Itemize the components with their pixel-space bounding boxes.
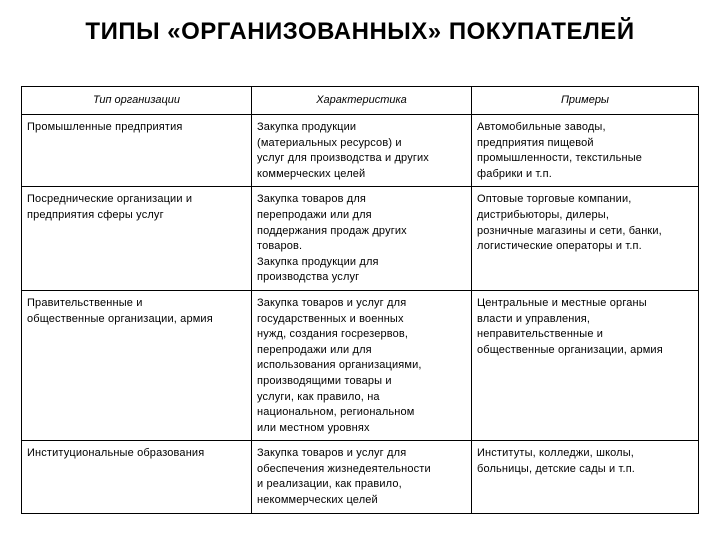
table-row	[22, 187, 699, 291]
examples-cell	[472, 187, 699, 291]
buyer-types-table	[21, 86, 699, 514]
organization-type-cell	[22, 115, 252, 187]
organization-type-text: Промышленные предприятия	[27, 121, 183, 133]
examples-text: Институты, колледжи, школы, больницы, детские сады и т.п.	[477, 447, 636, 475]
examples-text: Центральные и местные органы власти и управления, неправительственные и общественные организации, армия	[477, 296, 663, 356]
examples-cell	[472, 290, 699, 440]
slide-title: ТИПЫ «ОРГАНИЗОВАННЫХ» ПОКУПАТЕЛЕЙ	[85, 18, 635, 45]
characteristic-text: Закупка товаров и услуг для обеспечения жизнедеятельности и реализации, как правило, некоммерческих целей	[257, 447, 431, 507]
characteristic-cell	[252, 290, 472, 440]
characteristic-cell	[252, 187, 472, 291]
examples-cell	[472, 115, 699, 187]
examples-text: Оптовые торговые компании, дистрибьюторы, дилеры, розничные магазины и сети, банки, логистические операторы и т.п.	[477, 193, 662, 253]
characteristic-text: Закупка продукции (материальных ресурсов) и услуг для производства и других коммерческих целей	[257, 121, 429, 180]
table-body	[22, 115, 699, 514]
column-header-examples: Примеры	[472, 87, 699, 115]
table-header	[22, 87, 699, 115]
table-row	[22, 115, 699, 187]
table-row	[22, 290, 699, 440]
characteristic-cell	[252, 441, 472, 513]
buyer-types-table-container	[21, 86, 698, 514]
characteristic-text: Закупка товаров и услуг для государственных и военных нужд, создания госрезервов, перепродажи или для использования организациями, производящими товары и услуги, как правило, на национальном, региональном или местном уровнях	[257, 296, 422, 434]
examples-text: Автомобильные заводы, предприятия пищевой промышленности, текстильные фабрики и т.п.	[477, 121, 643, 180]
examples-cell	[472, 441, 699, 513]
organization-type-cell	[22, 187, 252, 291]
column-header-characteristic: Характеристика	[252, 87, 472, 115]
organization-type-text: Правительственные и общественные организации, армия	[27, 296, 213, 325]
header-row	[22, 87, 699, 115]
characteristic-cell	[252, 115, 472, 187]
organization-type-cell	[22, 290, 252, 440]
characteristic-text: Закупка товаров для перепродажи или для поддержания продаж других товаров. Закупка продукции для производства услуг	[257, 193, 407, 284]
organization-type-text: Институциональные образования	[27, 447, 205, 460]
table-row	[22, 441, 699, 513]
column-header-organization-type: Тип организации	[22, 87, 252, 115]
organization-type-cell	[22, 441, 252, 513]
organization-type-text: Посреднические организации и предприятия сферы услуг	[27, 193, 193, 221]
